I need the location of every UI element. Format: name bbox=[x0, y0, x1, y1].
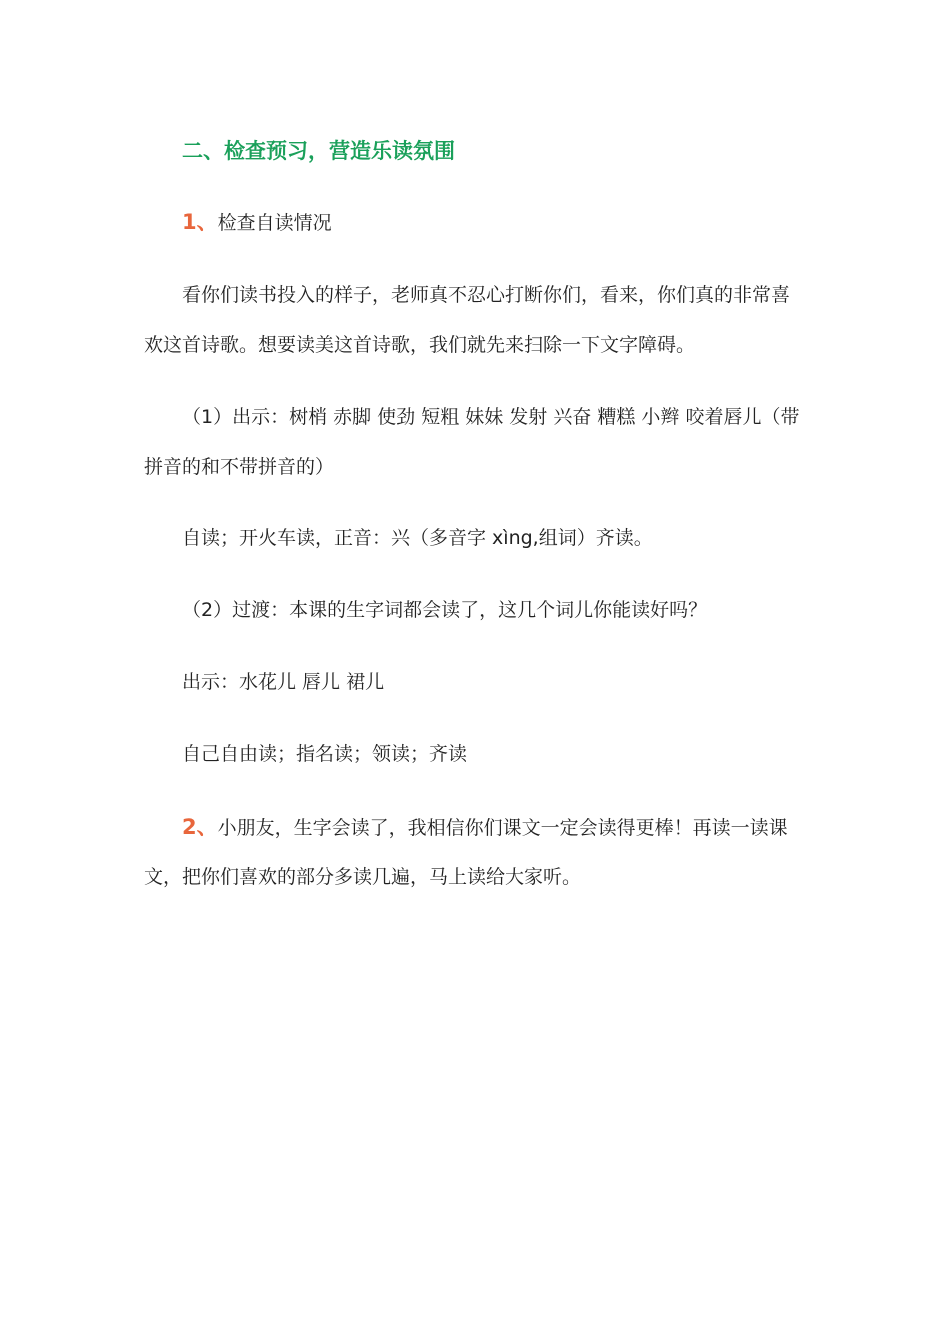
paragraph-5: 出示：水花儿 唇儿 裙儿 bbox=[182, 671, 385, 693]
item-1-title: 检查自读情况 bbox=[217, 212, 332, 234]
paragraph-1-line-1: 看你们读书投入的样子，老师真不忍心打断你们，看来，你们真的非常喜 bbox=[182, 284, 791, 306]
item-2-text: 小朋友，生字会读了，我相信你们课文一定会读得更棒！再读一读课 bbox=[217, 817, 788, 839]
item-1-number: 1、 bbox=[182, 210, 218, 234]
item-1-heading bbox=[182, 208, 332, 237]
item-2-number: 2、 bbox=[182, 815, 218, 839]
paragraph-4: （2）过渡：本课的生字词都会读了，这几个词儿你能读好吗？ bbox=[182, 599, 708, 621]
section-heading: 二、检查预习，营造乐读氛围 bbox=[182, 139, 455, 163]
item-2-line-2: 文，把你们喜欢的部分多读几遍，马上读给大家听。 bbox=[144, 866, 582, 888]
paragraph-2-line-2: 拼音的和不带拼音的） bbox=[144, 456, 335, 478]
paragraph-6: 自己自由读；指名读；领读；齐读 bbox=[182, 743, 468, 765]
item-2-line-1 bbox=[182, 813, 788, 842]
paragraph-3: 自读；开火车读，正音：兴（多音字 xìng,组词）齐读。 bbox=[182, 527, 653, 549]
paragraph-2-line-1: （1）出示：树梢 赤脚 使劲 短粗 妹妹 发射 兴奋 糟糕 小辫 咬着唇儿（带 bbox=[182, 406, 800, 428]
paragraph-1-line-2: 欢这首诗歌。想要读美这首诗歌，我们就先来扫除一下文字障碍。 bbox=[144, 334, 696, 356]
